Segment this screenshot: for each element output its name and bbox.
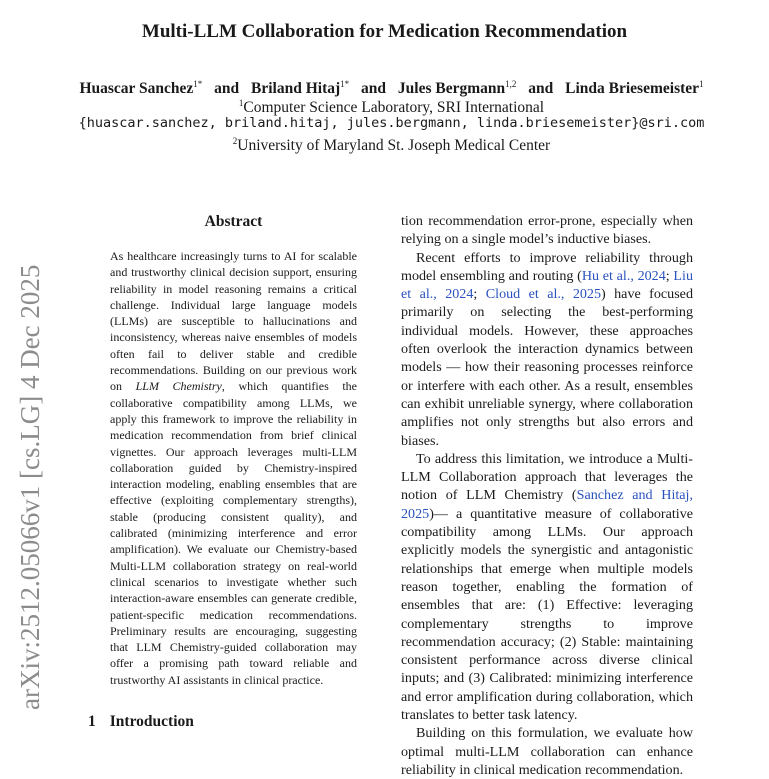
author-separator: and bbox=[528, 80, 554, 97]
author-superscript: 1* bbox=[193, 79, 203, 89]
abstract-heading: Abstract bbox=[204, 213, 263, 230]
citation-separator: ; bbox=[473, 286, 486, 303]
affiliation-text: Computer Science Laboratory, SRI International bbox=[243, 99, 545, 116]
citation-link[interactable]: Cloud et al., 2025 bbox=[485, 286, 602, 303]
citation-separator: ; bbox=[665, 267, 674, 284]
abstract-text-part: As healthcare increasingly turns to AI for scalable and trustworthy clinical decision support, ensuring reliability in model reasoning remains a critical challenge. Individual large language models (LLMs) are susceptible to hallucinations and inconsistency, whereas naive ensembles of models often fail to deliver stable and credible recommendations. Building on our previous work on bbox=[110, 249, 357, 394]
intro-paragraph bbox=[401, 249, 693, 450]
author-name: Huascar Sanchez bbox=[79, 80, 194, 97]
abstract-body bbox=[110, 248, 357, 688]
intro-paragraph bbox=[401, 450, 693, 724]
author-emails: {huascar.sanchez, briland.hitaj, jules.bergmann, linda.briesemeister}@sri.com bbox=[78, 115, 705, 131]
paragraph-text: Recent efforts to improve reliability through model ensembling and routing ( bbox=[401, 249, 693, 284]
paper-title: Multi-LLM Collaboration for Medication Recommendation bbox=[141, 21, 628, 42]
affiliation-superscript: 1 bbox=[238, 98, 244, 108]
right-column bbox=[401, 212, 693, 779]
paragraph-text: )— a quantitative measure of collaborative compatibility among LLMs. Our approach explicitly models the synergistic and antagonistic relationships that emerge when multiple models reason together, enabling the formation of ensembles that are: (1) Effective: leveraging complementary strengths to improve recommendation accuracy; (2) Stable: maintaining consistent performance across diverse clinical inputs; and (3) Calibrated: minimizing interference and error amplification during collaboration, which translates to better task latency. bbox=[401, 505, 693, 724]
intro-paragraph bbox=[401, 724, 693, 779]
abstract-italic-term: LLM Chemistry bbox=[135, 379, 222, 394]
abstract-text-part: , which quantifies the collaborative compatibility among LLMs, we apply this framework to improve the reliability in medication recommendation from brief clinical vignettes. Our approach leverages multi-LLM collaboration guided by Chemistry-inspired interaction modeling, enabling ensembles that are effective (exploiting complementary strengths), stable (producing consistent quality), and calibrated (minimizing interference and error amplification). We evaluate our Chemistry-based Multi-LLM collaboration strategy on real-world clinical scenarios to investigate whether such interaction-aware ensembles can generate credible, patient-specific medication recommendations. Preliminary results are encouraging, suggesting that LLM Chemistry-guided collaboration may offer a promising path toward reliable and trustworthy AI assistants in clinical practice. bbox=[110, 379, 357, 687]
section-title: Introduction bbox=[109, 713, 194, 730]
arxiv-stamp bbox=[10, 250, 50, 710]
affiliation-2 bbox=[0, 132, 769, 155]
paragraph-text: To address this limitation, we introduce a Multi-LLM Collaboration approach that leverages the notion of LLM Chemistry ( bbox=[401, 450, 693, 504]
section-number: 1 bbox=[88, 713, 96, 730]
author-superscript: 1,2 bbox=[505, 79, 517, 89]
affiliation-text: University of Maryland St. Joseph Medical Center bbox=[237, 137, 551, 154]
intro-paragraph bbox=[401, 212, 693, 249]
arxiv-stamp-text: arXiv:2512.05066v1 [cs.LG] 4 Dec 2025 bbox=[15, 264, 45, 710]
author-superscript: 1 bbox=[699, 79, 704, 89]
author-superscript: 1* bbox=[340, 79, 350, 89]
citation-link[interactable]: Hu et al., 2024 bbox=[581, 267, 666, 284]
author-separator: and bbox=[361, 80, 387, 97]
paragraph-text: tion recommendation error-prone, especially when relying on a single model’s inductive biases. bbox=[401, 213, 693, 248]
author-separator: and bbox=[214, 80, 240, 97]
paragraph-text: Building on this formulation, we evaluate how optimal multi-LLM collaboration can enhance reliability in clinical medication recommendation. bbox=[401, 725, 693, 778]
author-name: Jules Bergmann bbox=[397, 80, 506, 97]
citation-link[interactable]: Liu et al., 2024 bbox=[401, 267, 693, 303]
section-heading bbox=[88, 712, 194, 732]
citation-link[interactable]: Sanchez and Hitaj, 2025 bbox=[401, 487, 693, 522]
author-name: Linda Briesemeister bbox=[565, 80, 700, 97]
affiliation-superscript: 2 bbox=[232, 136, 238, 146]
author-name: Briland Hitaj bbox=[251, 80, 341, 97]
paragraph-text: ) have focused primarily on selecting the best-performing individual models. However, these approaches often overlook the interaction dynamics between models — how their reasoning processes reinforce or interfere with each other. As a result, ensembles can exhibit unreliable synergy, where collaboration amplifies not only strengths but also errors and biases. bbox=[401, 286, 693, 449]
